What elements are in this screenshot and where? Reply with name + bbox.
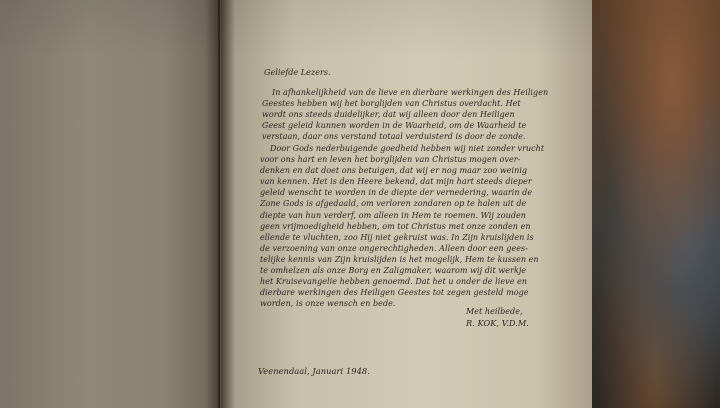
paragraph-2-line: het Kruisevangelie hebben genoemd. Dat het u onder de lieve en [260, 277, 528, 287]
paragraph-2-line: ellende te vluchten, zoo Hij niet gekruist was. In Zijn kruislijden is [260, 232, 534, 242]
paragraph-2-line: geleid wenscht te worden in de diepte der vernedering, waarin de [260, 188, 533, 198]
signature-block [466, 306, 529, 329]
paragraph-2-line: de verzoening van onze ongerechtigheden. Alleen door een gees- [260, 243, 528, 253]
paragraph-2-line: van kennen. Het is den Heere bekend, dat mijn hart steeds dieper [260, 177, 532, 187]
paragraph-2-line: te omhelzen als onze Borg en Zaligmaker, waarom wij dit werkje [260, 266, 527, 276]
book-gutter [205, 0, 235, 408]
paragraph-1-line: verstaan, daar ons verstand totaal verduisterd is door de zonde. [262, 132, 526, 142]
paragraph-2 [260, 143, 544, 309]
paragraph-2-line: geen vrijmoedigheid hebben, om tot Christus met onze zonden en [260, 221, 531, 231]
closing: Met heilbede, [466, 307, 523, 316]
paragraph-1-line: In afhankelijkheid van de lieve en dierbare werkingen des Heiligen [272, 88, 549, 97]
paragraph-1 [262, 87, 548, 142]
paragraph-2-line: Door Gods nederbuigende goedheid hebben wij niet zonder vrucht [270, 144, 545, 153]
paragraph-1-line: wordt ons steeds duidelijker, dat wij alleen door den Heiligen [262, 110, 515, 120]
paragraph-2-line: worden, is onze wensch en bede. [260, 299, 396, 309]
paragraph-1-line: Geestes hebben wij het borglijden van Christus overdacht. Het [262, 99, 521, 109]
place-date: Veenendaal, Januari 1948. [258, 366, 370, 376]
salutation: Geliefde Lezers. [264, 68, 331, 77]
page-shadow [0, 0, 600, 60]
paragraph-2-line: diepte van hun verderf, om alleen in Hem te roemen. Wij zouden [260, 210, 527, 220]
paragraph-2-line: Zone Gods is afgedaald, om verloren zondaren op te halen uit de [260, 199, 527, 209]
paragraph-2-line: denken en dat doet ons betuigen, dat wij er nog maar zoo weinig [260, 166, 528, 176]
paragraph-1-line: Geest geleid kunnen worden in de Waarheid, om de Waarheid te [262, 121, 527, 131]
paragraph-2-line: voor ons hart en leven het borglijden van Christus mogen over- [260, 155, 521, 165]
signature: R. KOK, V.D.M. [466, 318, 529, 329]
left-page [0, 0, 218, 408]
paragraph-2-line: dierbare werkingen des Heiligen Geestes tot zegen gesteld moge [260, 288, 529, 298]
paragraph-2-line: telijke kennis van Zijn kruislijden is het mogelijk, Hem te kussen en [260, 254, 539, 264]
